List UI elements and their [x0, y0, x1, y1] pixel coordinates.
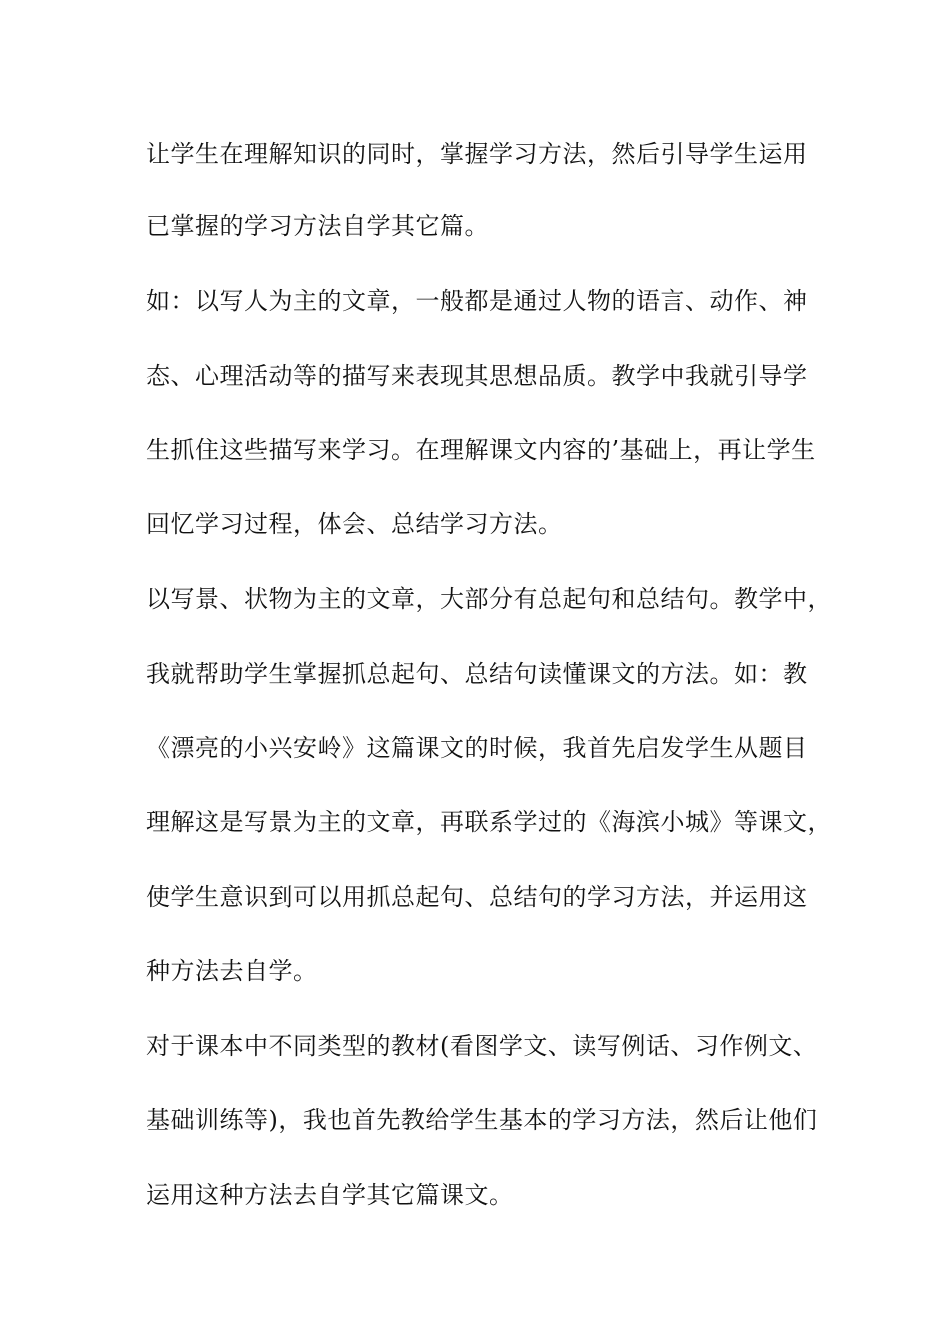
text-line: 《漂亮的小兴安岭》这篇课文的时候，我首先启发学生从题目: [146, 734, 808, 762]
text-line: 使学生意识到可以用抓总起句、总结句的学习方法，并运用这: [146, 883, 808, 911]
text-line: 以写景、状物为主的文章，大部分有总起句和总结句。教学中，: [146, 585, 832, 613]
text-line: 种方法去自学。: [146, 957, 318, 985]
text-line: 让学生在理解知识的同时，掌握学习方法，然后引导学生运用: [146, 140, 808, 168]
text-line: 生抓住这些描写来学习。在理解课文内容的’基础上，再让学生: [146, 436, 816, 464]
text-line: 已掌握的学习方法自学其它篇。: [146, 212, 489, 240]
text-line: 态、心理活动等的描写来表现其思想品质。教学中我就引导学: [146, 362, 808, 390]
text-line: 对于课本中不同类型的教材(看图学文、读写例话、习作例文、: [146, 1032, 818, 1060]
text-line: 理解这是写景为主的文章，再联系学过的《海滨小城》等课文，: [146, 808, 832, 836]
text-line: 如：以写人为主的文章，一般都是通过人物的语言、动作、神: [146, 287, 808, 315]
text-line: 基础训练等)，我也首先教给学生基本的学习方法，然后让他们: [146, 1106, 818, 1134]
text-line: 我就帮助学生掌握抓总起句、总结句读懂课文的方法。如：教: [146, 660, 808, 688]
text-line: 回忆学习过程，体会、总结学习方法。: [146, 510, 563, 538]
text-line: 运用这种方法去自学其它篇课文。: [146, 1181, 514, 1209]
